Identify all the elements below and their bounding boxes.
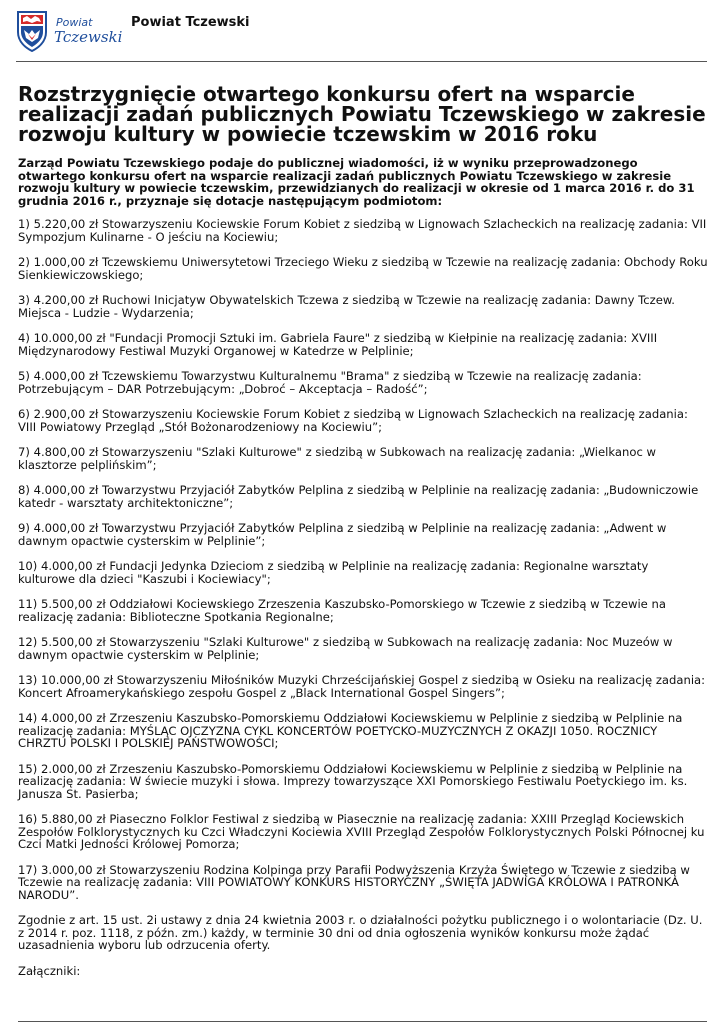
grant-item: 8) 4.000,00 zł Towarzystwu Przyjaciół Zabytków Pelplina z siedzibą w Pelplinie na realizację zadania: „Budowniczowie katedr - warsztaty architektoniczne”; [18,483,699,510]
grant-item: 11) 5.500,00 zł Oddziałowi Kociewskiego Zrzeszenia Kaszubsko-Pomorskiego w Tczewie z siedzibą w Tczewie na realizację zadania: Biblioteczne Spotkania Regionalne; [18,597,666,624]
logo-text-powiat: Powiat [56,16,93,29]
grant-item: 2) 1.000,00 zł Tczewskiemu Uniwersytetowi Trzeciego Wieku z siedzibą w Tczewie na realizację zadania: Obchody Roku Sienkiewiczowskiego; [18,255,708,282]
grant-item: 13) 10.000,00 zł Stowarzyszeniu Miłośników Muzyki Chrześcijańskiej Gospel z siedzibą w Osieku na realizację zadania: Koncert Afroamerykańskiego zespołu Gospel z „Black International Gospel Singers”; [18,673,706,700]
article [18,84,708,977]
attachments-label: Załączniki: [18,963,81,978]
page-header [0,0,725,64]
grant-item: 3) 4.200,00 zł Ruchowi Inicjatyw Obywatelskich Tczewa z siedzibą w Tczewie na realizację zadania: Dawny Tczew. Miejsca - Ludzie - Wydarzenia; [18,293,675,320]
grant-item: 4) 10.000,00 zł "Fundacji Promocji Sztuki im. Gabriela Faure" z siedzibą w Kiełpinie na realizację zadania: XVIII Międzynarodowy Festiwal Muzyki Organowej w Katedrze w Pelplinie; [18,331,658,358]
grant-item: 9) 4.000,00 zł Towarzystwu Przyjaciół Zabytków Pelplina z siedzibą w Pelplinie na realizację zadania: „Adwent w dawnym opactwie cysterskim w Pelplinie”; [18,521,667,548]
grant-list [18,218,708,901]
grant-item: 15) 2.000,00 zł Zrzeszeniu Kaszubsko-Pomorskiemu Oddziałowi Kociewskiemu w Pelplinie z siedzibą w Pelplinie na realizację zadania: W świecie muzyki i słowa. Imprezy towarzyszące XXI Pomorskiego Festiwalu Poetyckiego im. ks. Janusza St. Pasierba; [18,761,688,801]
footer-divider [18,1021,707,1022]
site-title[interactable]: Powiat Tczewski [131,15,250,30]
grant-item: 14) 4.000,00 zł Zrzeszeniu Kaszubsko-Pomorskiemu Oddziałowi Kociewskiemu w Pelplinie z siedzibą w Pelplinie na realizację zadania: MYŚLĄC OJCZYZNA CYKL KONCERTÓW POETYCKO-MUZYCZNYCH Z OKAZJI 1050. ROCZNICY CHRZTU POLSKI I POLSKIEJ PAŃSTWOWOŚCI; [18,711,683,750]
grant-item: 5) 4.000,00 zł Tczewskiemu Towarzystwu Kulturalnemu "Brama" z siedzibą w Tczewie na realizację zadania: Potrzebującym – DAR Potrzebującym: „Dobroć – Akceptacja – Radość”; [18,369,642,396]
article-title: Rozstrzygnięcie otwartego konkursu ofert na wsparcie realizacji zadań publicznych Powiatu Tczewskiego w zakresie rozwoju kultury w powiecie tczewskim w 2016 roku [18,82,706,146]
grant-item: 12) 5.500,00 zł Stowarzyszeniu "Szlaki Kulturowe" z siedzibą w Subkowach na realizację zadania: Noc Muzeów w dawnym opactwie cysterskim w Pelplinie; [18,635,673,662]
grant-item: 17) 3.000,00 zł Stowarzyszeniu Rodzina Kolpinga przy Parafii Podwyższenia Krzyża Świętego w Tczewie z siedzibą w Tczewie na realizację zadania: VIII POWIATOWY KONKURS HISTORYCZNY „ŚWIĘTA JADWIGA KRÓLOWA I PATRONKA NARODU”. [18,862,690,902]
grant-item: 6) 2.900,00 zł Stowarzyszeniu Kociewskie Forum Kobiet z siedzibą w Lignowach Szlacheckich na realizację zadania: VIII Powiatowy Przegląd „Stół Bożonarodzeniowy na Kociewiu”; [18,407,688,434]
grant-item: 10) 4.000,00 zł Fundacji Jedynka Dzieciom z siedzibą w Pelplinie na realizację zadania: Regionalne warsztaty kulturowe dla dzieci "Kaszubi i Kociewiacy"; [18,559,649,586]
site-logo[interactable] [16,10,123,58]
article-lead: Zarząd Powiatu Tczewskiego podaje do publicznej wiadomości, iż w wyniku przeprowadzonego otwartego konkursu ofert na wsparcie realizacji zadań publicznych Powiatu Tczewskiego w zakresie rozwoju kultury w powiecie tczewskim, przewidzianych do realizacji w okresie od 1 marca 2016 r. do 31 grudnia 2016 r., przyznaje się dotacje następującym podmiotom: [18,156,695,208]
coat-of-arms-icon [16,10,48,52]
header-divider [16,61,707,62]
legal-note: Zgodnie z art. 15 ust. 2i ustawy z dnia 24 kwietnia 2003 r. o działalności pożytku publicznego i o wolontariacie (Dz. U. z 2014 r. poz. 1118, z późn. zm.) każdy, w terminie 30 dni od dnia ogłoszenia wyników konkursu może żądać uzasadnienia wyboru lub odrzucenia oferty. [18,913,703,952]
logo-text-tczewski: Tczewski [54,28,123,46]
grant-item: 1) 5.220,00 zł Stowarzyszeniu Kociewskie Forum Kobiet z siedzibą w Lignowach Szlacheckich na realizację zadania: VII Sympozjum Kulinarne - O jeściu na Kociewiu; [18,217,707,244]
grant-item: 7) 4.800,00 zł Stowarzyszeniu "Szlaki Kulturowe" z siedzibą w Subkowach na realizację zadania: „Wielkanoc w klasztorze pelplińskim”; [18,445,656,472]
grant-item: 16) 5.880,00 zł Piaseczno Folklor Festiwal z siedzibą w Piasecznie na realizację zadania: XXIII Przegląd Kociewskich Zespołów Folklorystycznych ku Czci Władczyni Kociewia XVIII Przegląd Zespołów Folklorystycznych Polski Północnej ku Czci Matki Jedności Królowej Pomorza; [18,812,705,851]
